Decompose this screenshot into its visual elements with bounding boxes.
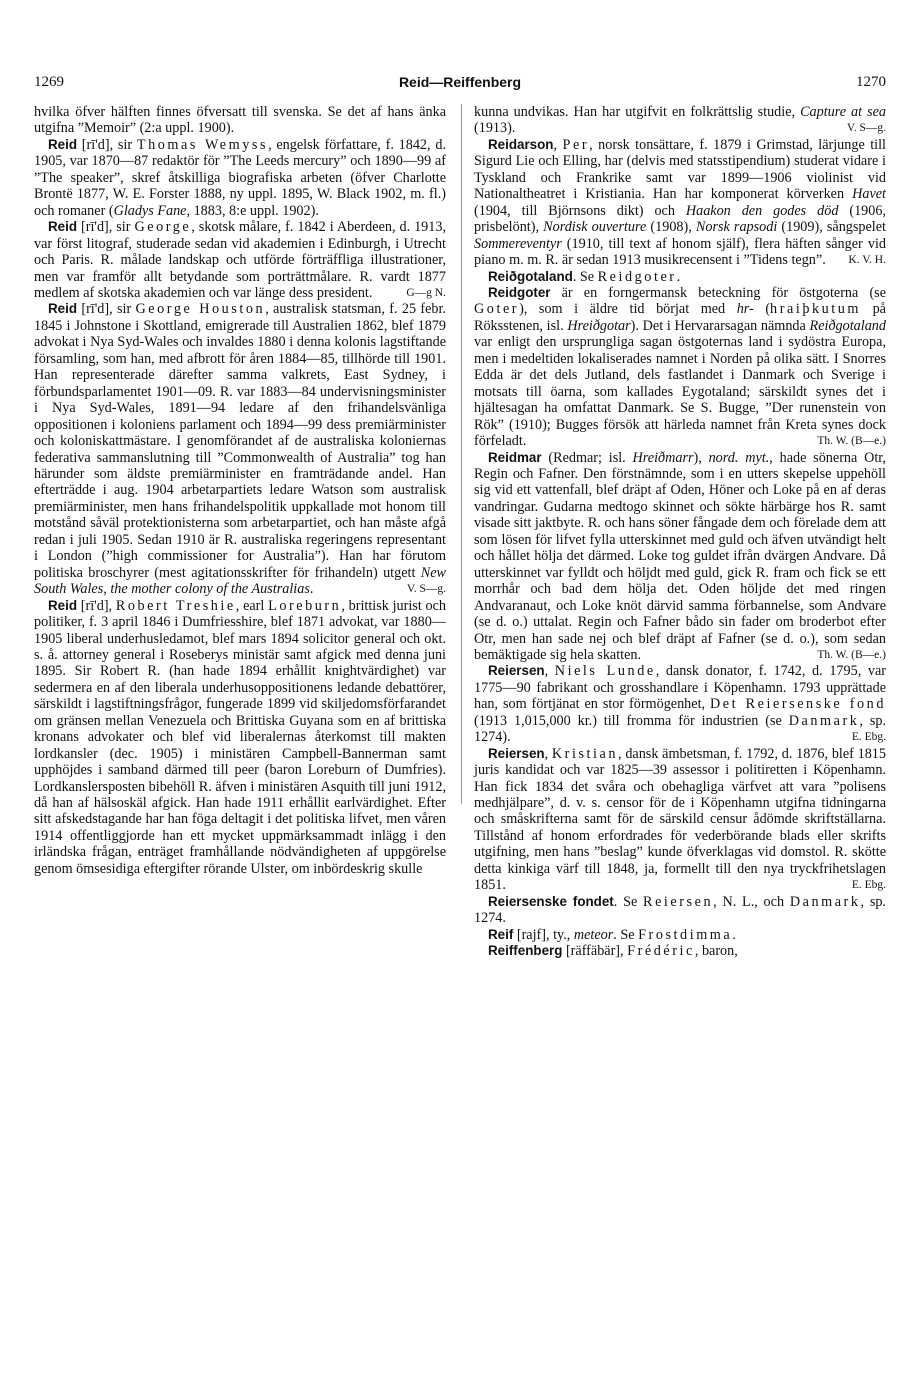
body-text: , 1883, 8:e uppl. 1902). — [186, 202, 319, 219]
article-paragraph — [474, 663, 886, 745]
headword: Reid — [48, 597, 78, 613]
body-text: . Se — [613, 926, 639, 943]
article-paragraph — [34, 137, 446, 219]
author-signature: E. Ebg. — [851, 879, 886, 892]
italic-text: Capture at sea — [800, 104, 886, 120]
spaced-name: Thomas Wemyss — [136, 136, 269, 153]
body-text: , dansk donator, f. 1742, d. 1795, var 1775—90 fabrikant och grosshandlare i Köpenhamn. 1793 upprättade han, som förtjänat en stor förmögenhet, — [474, 663, 887, 713]
article-paragraph — [34, 301, 446, 597]
spaced-name: George Houston — [135, 301, 266, 318]
italic-text: Havet — [852, 186, 886, 203]
headword: Reid — [48, 136, 78, 152]
body-text: [rī'd], sir — [77, 219, 135, 236]
body-text: , skotsk målare, f. 1842 i Aberdeen, d. 1913, var först litograf, studerade sedan vid akademien i Edinburgh, i Utrecht och Paris. R. målade landskap och utförde förträffliga illustrationer, men var framför allt betydande som porträttmålare. R. vardt 1877 medlem af skotska akademien och var länge dess president. — [34, 219, 447, 301]
body-text: (1909), sångspelet — [777, 219, 886, 236]
spaced-name: Goter — [474, 301, 520, 318]
left-column — [34, 104, 446, 877]
spaced-name: Reidgoter — [597, 268, 677, 285]
headword: Reid — [48, 301, 78, 317]
spaced-name: Robert Treshie — [115, 597, 236, 614]
italic-text: Sommereventyr — [474, 235, 562, 252]
italic-text: Gladys Fane — [113, 202, 187, 219]
body-text: , brittisk jurist och politiker, f. 3 april 1846 i Dumfriesshire, blef 1871 advokat, var 1880—1905 liberal underhusledamot, blef mars 1894 solicitor general och okt. s. å. attorney general i Roseberys ministär samt afgick med denna juni 1895. Sir Robert R. (han hade 1894 erhållit knightvärdighet) var sedermera en af den liberala underhusoppositionens ledande debattörer, särskildt i lagstiftningsfrågor, fungerade 1899 vid skiljedomsförfarandet om gränsen mellan Venezuela och Brittiska Guyana som en af brittiska kronans advokater och blef vid liberalernas återkomst till makten lordkansler (dec. 1905) i ministären Campbell-Bannerman samt upphöjdes i samband därmed till peer (baron Loreburn of Dumfries). Lordkanslersposten bibehöll R. äfven i ministären Asquith till juni 1912, då han af hälsoskäl afgick. Han hade 1911 erhållit earlvärdighet. Efter sitt afskedstagande har han föga deltagit i det politiska lifvet, men våren 1914 offentliggjorde han ett mycket uppmärksammadt inlägg i den irländska frågan, enträget framhållande nödvändigheten af uppgörelse genom ömsesidiga eftergifter rörande Ulster, om inbördeskrig skulle — [34, 597, 446, 877]
body-text: ), som i äldre tid börjat med — [519, 301, 737, 318]
running-title: Reid—Reiffenberg — [398, 74, 522, 90]
body-text: , australisk statsman, f. 25 febr. 1845 i Johnstone i Skottland, emigrerade till Australien 1862, blef 1879 advokat i Nya Syd-Wales och invaldes 1880 i denna kolonis lagstiftande församling, som han, med afbrott för åren 1884—85, tillhörde till 1901. Han representerade därefter samma valkrets, East Sydney, i förbundsparlamentet 1901—09. R. var 1883—84 undervisningsminister i Nya Syd-Wales, 1891—94 ledare af den frihandelsvänliga oppositionen i koloniens parlament och 1894—99 dess premiärminister och koloniskattmästare. I genomförandet af de australiska koloniernas federativa sammanslutning till ”Commonwealth of Australia” tog han härunder som äldste premiärminister en framträdande andel. Han efterträdde i aug. 1904 arbetarpartiets ledare Watson som australisk premiärminister, men hans frihandelspolitik uppkallade mot honom till motstånd såväl protektionisterna som arbetarpartiet, och han måste afgå redan i juli 1905. Sedan 1910 är R. australiska regeringens representant i London (”high commissioner for Australia”). Han har förutom politiska broschyrer (mest agitationsskrifter för frihandeln) utgett — [34, 301, 446, 581]
article-paragraph — [474, 746, 886, 894]
headword: Reidgoter — [488, 284, 551, 300]
body-text: (Redmar; isl. — [541, 449, 633, 466]
right-column — [474, 104, 886, 960]
body-text: [rī'd], sir — [77, 136, 137, 153]
headword: Reiersen — [488, 745, 545, 761]
italic-text: Nordisk ouverture — [543, 219, 647, 236]
spaced-name: Frostdimma — [638, 926, 733, 943]
article-paragraph — [474, 943, 886, 959]
body-text: , sp. 1274. — [474, 893, 886, 927]
article-paragraph — [474, 104, 886, 137]
spaced-name: Danmark — [789, 893, 861, 910]
italic-text: New South Wales, the mother colony of the Australias — [34, 564, 446, 598]
italic-text: Hreiðgotar — [567, 317, 631, 334]
left-page-number: 1269 — [34, 74, 64, 90]
body-text: kunna undvikas. Han har utgifvit en folkrättslig studie, — [474, 104, 801, 120]
headword: Reiersen — [488, 663, 545, 679]
body-text: . — [676, 268, 681, 285]
body-text: , — [544, 745, 552, 762]
body-text: , dansk ämbetsman, f. 1792, d. 1876, blef 1815 juris kandidat och var 1825—39 assessor i politiretten i Köpenhamn. Han fick 1834 det svåra och obehagliga värfvet att vara ”polisens medhjälpare”, d. v. s. censor för de i Köpenhamn utgifna tidningarna och småskrifterna samt för de särskild censur ådömde skriftställarna. Tillstånd af honom erfordrades för vederbörande blads eller skrifts utgifning, men hans ”beslag” kunde öfverklagas vid domstol. R. skötte detta kinkiga värf till 1848, ja, formellt till den nya tryckfrihetslagen 1851. — [474, 745, 886, 894]
body-text: (1906, prisbelönt), — [474, 202, 886, 236]
article-paragraph — [474, 450, 886, 664]
body-text: , sp. 1274). — [474, 712, 886, 746]
body-text: (1908), — [646, 219, 696, 236]
body-text: . Se — [613, 893, 644, 910]
author-signature: V. S—g. — [846, 122, 886, 135]
right-page-number: 1270 — [856, 74, 886, 90]
italic-text: Reiðgotaland — [809, 317, 886, 334]
body-text: , — [553, 136, 563, 153]
body-text: var enligt den ursprungliga sagan östgoternas land i sydöstra Europa, men i medeltiden lokaliserades namnet i Norden på olika sätt. I Snorres Edda är det dels Jutland, dels fastlandet i Danmark och Sverige i motsats till öarna, som kallades Eygotaland; särskildt synes det i hjältesagan ha omfattat Danmark. Se S. Bugge, ”Der runenstein von Rök” (1910); Bugges försök att härleda namnet från Kreta synes dock förfeladt. — [474, 334, 886, 450]
article-paragraph — [34, 219, 446, 301]
article-paragraph — [474, 269, 886, 285]
headword: Reiffenberg — [488, 943, 563, 959]
page-header — [34, 74, 886, 94]
author-signature: G—g N. — [406, 286, 446, 299]
spaced-name: Per — [562, 136, 590, 153]
body-text: ), — [693, 449, 709, 466]
body-text: (1904, till Björnsons dikt) och — [474, 202, 686, 219]
body-text: , engelsk författare, f. 1842, d. 1905, var 1870—87 redaktör för ”The Leeds mercury” och 1890—99 af ”The speaker”, skref åtskilliga biografiska arbeten (öfver Charlotte Brontë 1877, W. E. Forster 1888, ny uppl. 1895, W. Black 1902, m. fl.) och romaner ( — [34, 136, 446, 219]
headword: Reidmar — [488, 449, 542, 465]
italic-text: Hreiðmarr — [632, 449, 694, 466]
author-signature: Th. W. (B—e.) — [817, 435, 886, 448]
article-paragraph — [34, 598, 446, 878]
spaced-name: hraiþkutum — [770, 301, 862, 318]
spaced-name: Niels Lunde — [554, 663, 656, 680]
italic-text: meteor — [573, 926, 614, 943]
body-text: [rī'd], — [77, 597, 116, 614]
body-text: , hade sönerna Otr, Regin och Fafner. Den förstnämnde, som i en utters skepelse uppehöll sig vid ett vattenfall, blef dräpt af Oden, Höner och Loke på en af deras vandringar. Gudarna medtogo skinnet och sökte härbärge hos R. samt visade sitt jaktbyte. R. och hans söner fångade dem och förelade dem att som lösen för lifvet fylla utterskinnet med guld och äfven utvändigt helt och hållet hölja det därmed. Loke tog guldet ifrån dvärgen Andvare. Då utterskinnet var fylldt och höljdt med guld, gick R. fram och fick se ett morrhår och bad dem hölja det. Oden höljde det med ringen Andvaranaut, och Loke knöt därvid samma förbannelse, som Andvare (se d. o.) uttalat. Regin och Fafner bådo sin fader om broderbot efter Otr, men han sade nej och blef dräpt af Fafner (se d. o.), som sedan bemäktigade sig hela skatten. — [474, 449, 886, 663]
headword: Reiðgotaland — [488, 268, 573, 284]
article-paragraph — [474, 285, 886, 450]
spaced-name: Loreburn — [268, 597, 342, 614]
body-text: på Röksstenen, isl. — [474, 301, 886, 334]
italic-text: nord. myt. — [708, 449, 770, 466]
italic-text: hr- — [736, 301, 754, 318]
body-text: . — [732, 926, 736, 943]
italic-text: Haakon den godes död — [685, 202, 839, 219]
body-text: , — [544, 663, 555, 680]
author-signature: E. Ebg. — [851, 731, 886, 744]
article-paragraph — [474, 137, 886, 269]
headword: Reidarson — [488, 136, 554, 152]
body-text: [rajf], ty., — [513, 926, 574, 943]
body-text: . — [309, 581, 314, 598]
headword: Reif — [488, 926, 514, 942]
article-paragraph — [474, 894, 886, 927]
body-text: (1913 1,015,000 kr.) till fromma för industrien (se — [474, 712, 789, 729]
article-paragraph — [474, 927, 886, 943]
headword: Reiersenske fondet — [488, 893, 614, 909]
italic-text: Norsk rapsodi — [695, 219, 778, 236]
body-text: , baron, — [694, 943, 738, 960]
spaced-name: George — [134, 219, 192, 236]
body-text: ). Det i Hervararsagan nämnda — [630, 317, 810, 334]
article-paragraph — [34, 104, 446, 137]
spaced-name: Reiersen — [643, 893, 714, 910]
body-text: är en forngermansk beteckning för östgoterna (se — [550, 284, 886, 301]
body-text: (1913). — [474, 120, 516, 137]
body-text: , earl — [235, 597, 269, 614]
spaced-name: Danmark — [788, 712, 860, 729]
author-signature: Th. W. (B—e.) — [817, 648, 886, 661]
author-signature: V. S—g. — [406, 583, 446, 596]
body-text: ( — [753, 301, 771, 318]
body-text: (1910, till text af honom själf), flera häften sånger vid piano m. m. R. är sedan 1913 musikrecensent i ”Tidens tegn”. — [474, 235, 886, 269]
author-signature: K. V. H. — [848, 254, 886, 267]
headword: Reid — [48, 219, 78, 235]
body-text: , N. L., och — [713, 893, 790, 910]
body-text: [räffäbär], — [562, 943, 628, 960]
spaced-name: Frédéric — [627, 943, 695, 960]
body-text: hvilka öfver hälften finnes öfversatt till svenska. Se det af hans änka utgifna ”Memoir” (2:a uppl. 1900). — [34, 104, 446, 137]
body-text: , norsk tonsättare, f. 1879 i Grimstad, lärjunge till Sigurd Lie och Elling, har (delvis med statsstipendium) studerat vidare i Tyskland och Frankrike samt var 1899—1906 violinist vid Nationaltheatret i Kristiania. Han har komponerat körverken — [474, 136, 886, 203]
spaced-name: Kristian — [551, 745, 619, 762]
column-divider — [461, 104, 462, 804]
body-text: [rī'd], sir — [77, 301, 136, 318]
spaced-name: Det Reiersenske fond — [709, 696, 886, 713]
body-text: . Se — [572, 268, 598, 285]
